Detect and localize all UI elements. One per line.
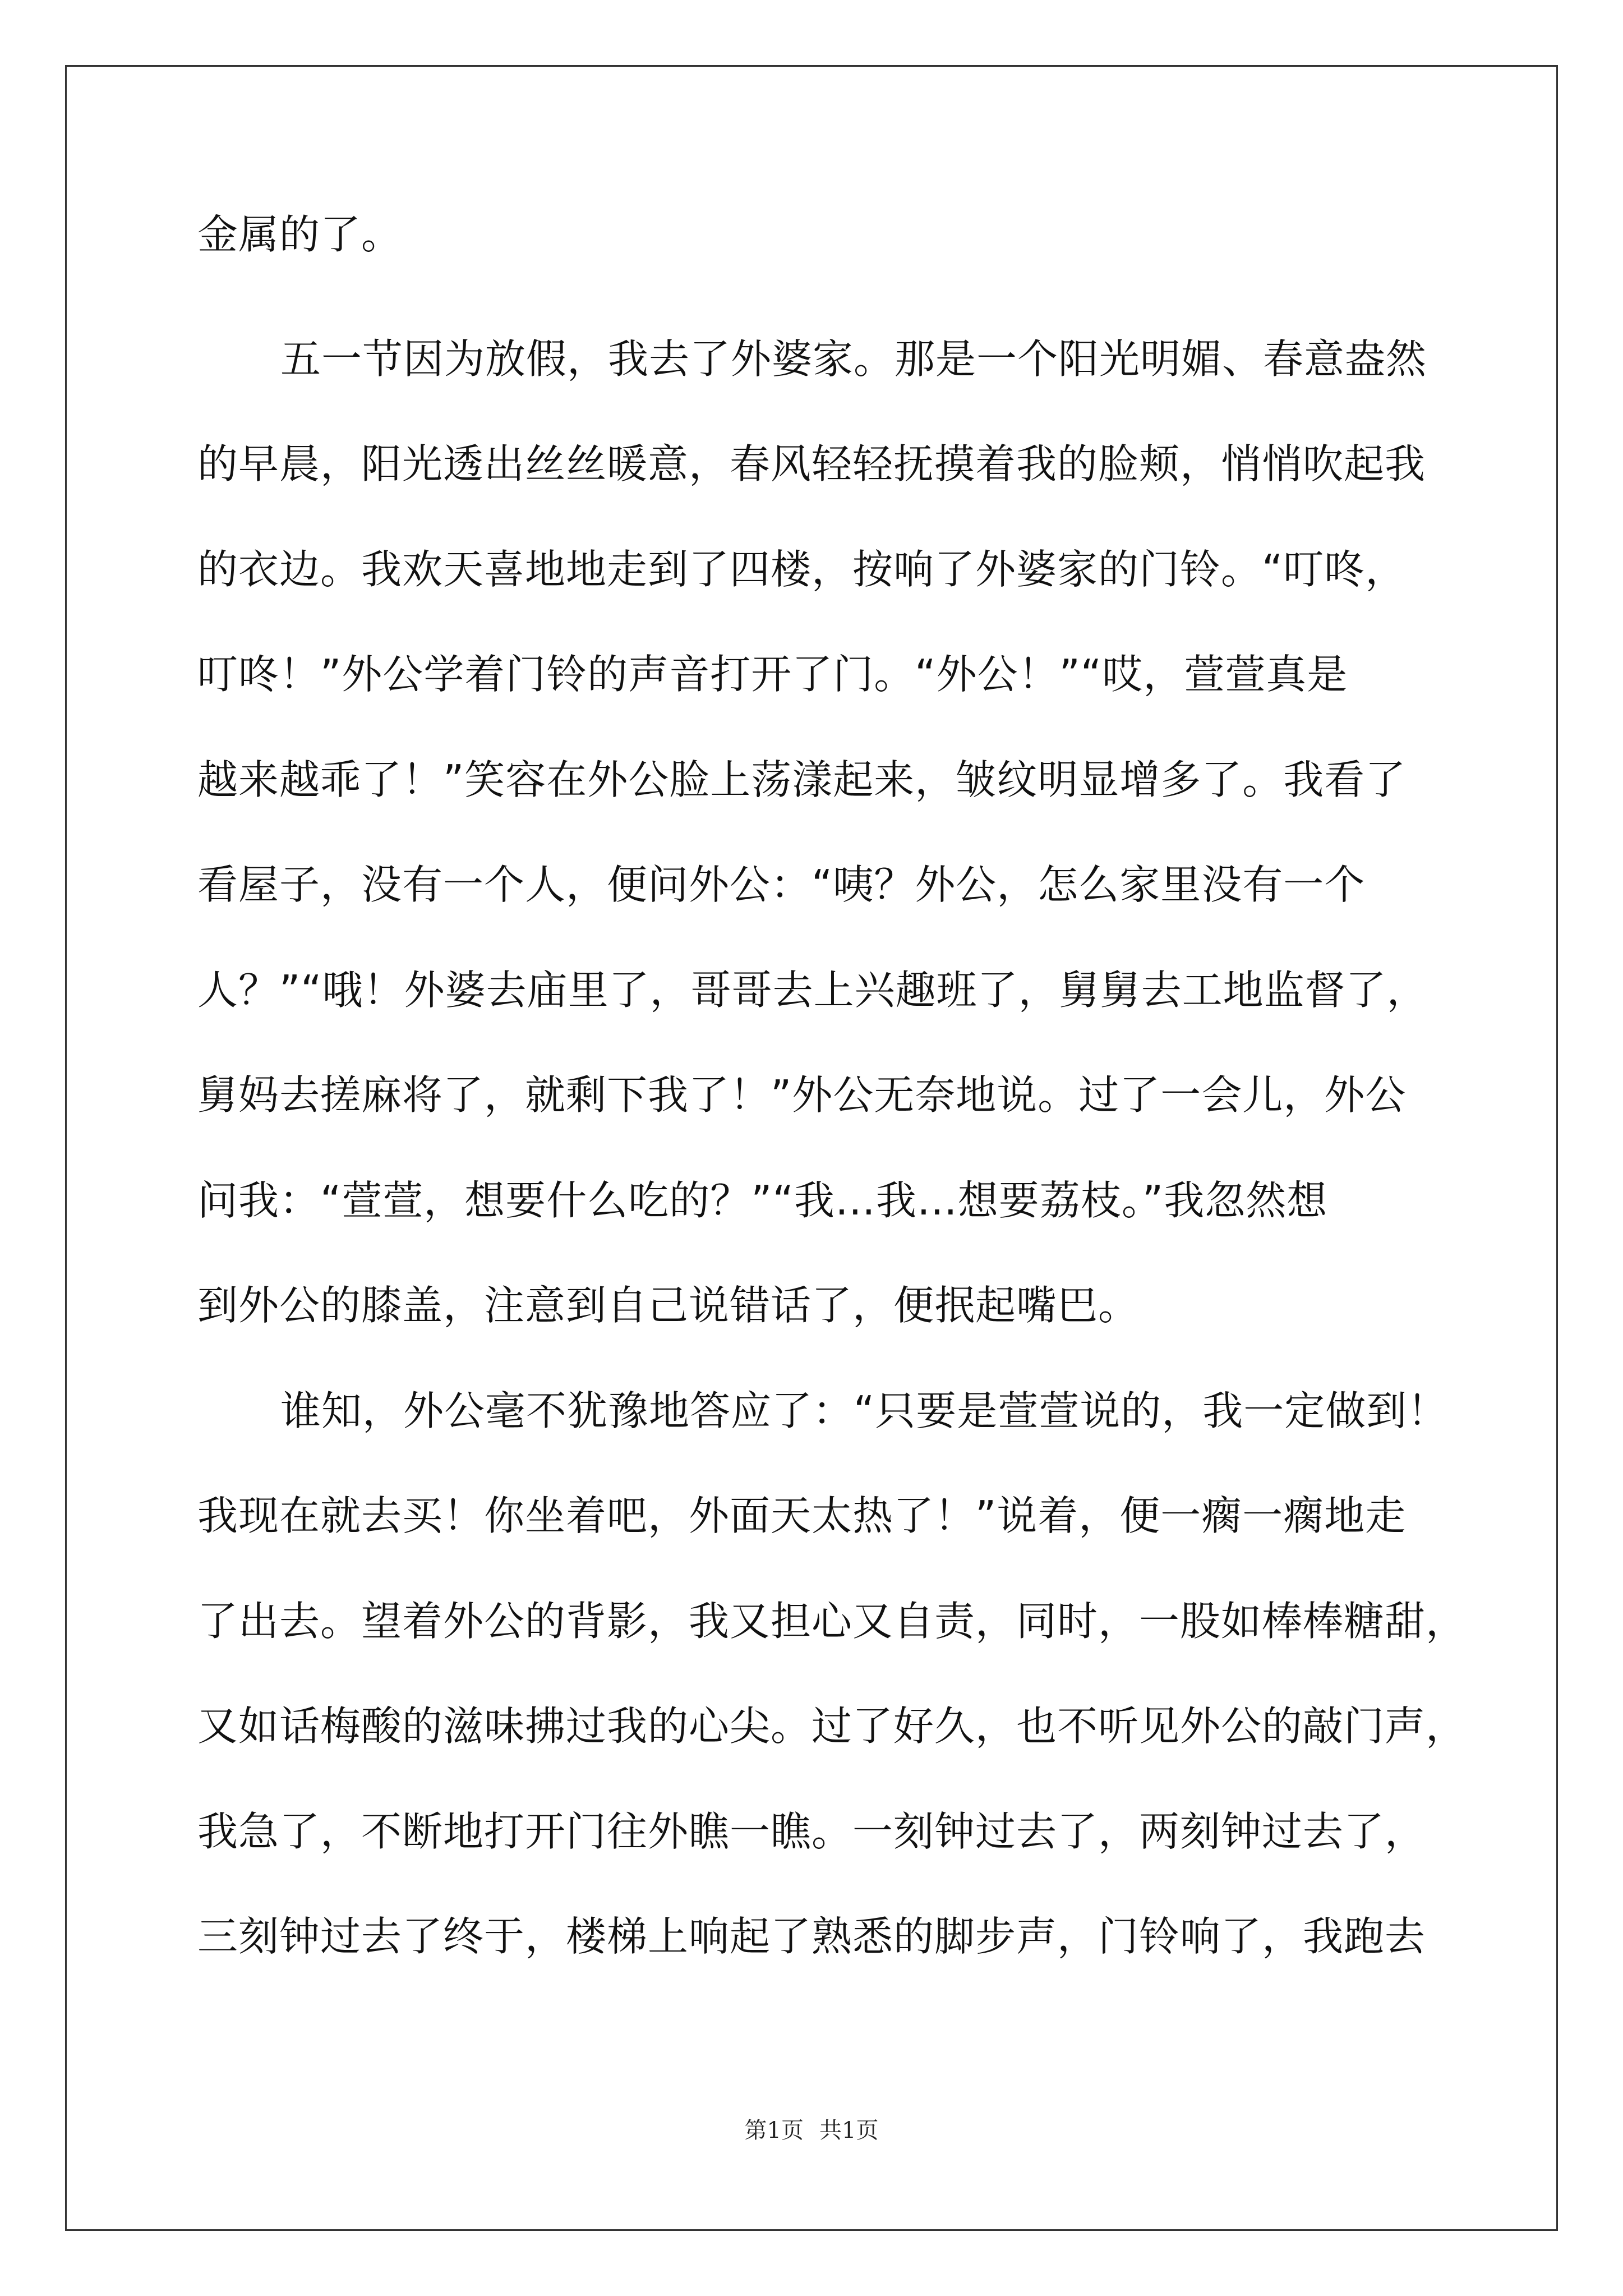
paragraph-first-line: 谁知，外公毫不犹豫地答应了：“只要是萱萱说的，我一定做到！ [280, 1387, 1449, 1434]
text-line: 的衣边。我欢天喜地地走到了四楼，按响了外婆家的门铃。“叮咚， [197, 546, 1407, 593]
page-number: 第1页 [744, 2118, 804, 2143]
text-line: 三刻钟过去了终于，楼梯上响起了熟悉的脚步声，门铃响了，我跑去 [197, 1913, 1426, 1960]
text-line: 越来越乖了！”笑容在外公脸上荡漾起来，皱纹明显增多了。我看了 [197, 756, 1407, 803]
text-line: 我急了，不断地打开门往外瞧一瞧。一刻钟过去了，两刻钟过去了， [197, 1808, 1426, 1855]
page-total: 共1页 [819, 2118, 879, 2143]
text-line: 我现在就去买！你坐着吧，外面天太热了！”说着，便一瘸一瘸地走 [197, 1492, 1407, 1539]
text-line: 问我：“萱萱，想要什么吃的？”“我…我…想要荔枝。”我忽然想 [197, 1177, 1328, 1224]
text-line: 看屋子，没有一个人，便问外公：“咦？外公，怎么家里没有一个 [197, 861, 1366, 908]
text-line: 金属的了。 [197, 211, 403, 258]
page-footer [0, 2117, 1623, 2144]
paragraph-first-line: 五一节因为放假，我去了外婆家。那是一个阳光明媚、春意盎然 [280, 335, 1427, 383]
text-line: 到外公的膝盖，注意到自己说错话了，便抿起嘴巴。 [197, 1282, 1140, 1329]
text-line: 人？”“哦！外婆去庙里了，哥哥去上兴趣班了，舅舅去工地监督了， [197, 967, 1428, 1014]
text-line: 又如话梅酸的滋味拂过我的心尖。过了好久，也不听见外公的敲门声， [197, 1703, 1467, 1750]
text-line: 叮咚！”外公学着门铃的声音打开了门。“外公！”“哎，萱萱真是 [197, 651, 1348, 698]
page-border [65, 65, 1558, 2231]
text-line: 的早晨，阳光透出丝丝暖意，春风轻轻抚摸着我的脸颊，悄悄吹起我 [197, 440, 1426, 487]
text-line: 了出去。望着外公的背影，我又担心又自责，同时，一股如棒棒糖甜， [197, 1598, 1467, 1645]
text-line: 舅妈去搓麻将了，就剩下我了！”外公无奈地说。过了一会儿，外公 [197, 1071, 1407, 1119]
